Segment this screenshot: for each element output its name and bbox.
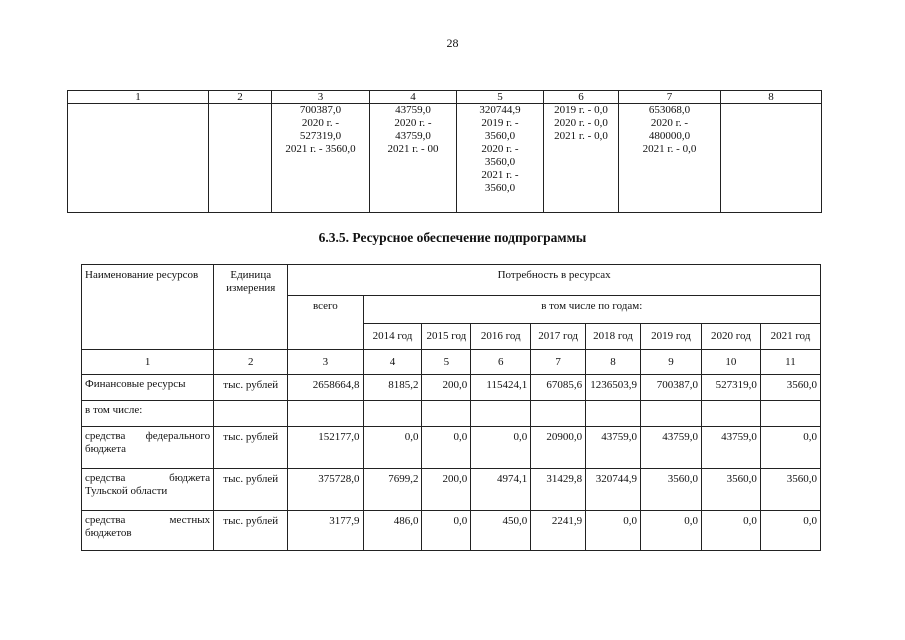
- resource-name-line: средства местных: [85, 514, 211, 526]
- continuation-cell: [457, 104, 544, 213]
- continuation-header-row: [68, 91, 822, 104]
- resource-name: [82, 469, 214, 511]
- resource-name-line: Финансовые ресурсы: [85, 378, 186, 390]
- resource-value: [363, 401, 422, 427]
- resource-value: 43759,0: [701, 427, 760, 469]
- resource-unit: тыс. рублей: [214, 511, 288, 551]
- resource-value: 152177,0: [288, 427, 363, 469]
- continuation-column-number: 5: [457, 91, 544, 104]
- continuation-column-number: 1: [68, 91, 209, 104]
- resource-unit: тыс. рублей: [214, 375, 288, 401]
- resource-name-line: Тульской области: [85, 485, 168, 497]
- header-year: 2017 год: [531, 324, 586, 350]
- continuation-column-number: 8: [721, 91, 822, 104]
- header-year: 2016 год: [471, 324, 531, 350]
- column-number: 4: [363, 350, 422, 375]
- resource-value: 1236503,9: [586, 375, 641, 401]
- page-number: 28: [446, 36, 459, 50]
- resource-row: [82, 427, 821, 469]
- resource-value: 7699,2: [363, 469, 422, 511]
- resource-value: 0,0: [422, 427, 471, 469]
- resource-value: 43759,0: [640, 427, 701, 469]
- resource-value: 375728,0: [288, 469, 363, 511]
- resource-value: 43759,0: [586, 427, 641, 469]
- resource-name: [82, 427, 214, 469]
- column-number: 1: [82, 350, 214, 375]
- continuation-cell-line: 3560,0: [484, 182, 516, 194]
- resource-value: 8185,2: [363, 375, 422, 401]
- continuation-cell-line: 2021 г. - 0,0: [642, 143, 697, 155]
- continuation-table: [67, 90, 822, 213]
- continuation-cell-line: 2020 г. -: [394, 117, 432, 129]
- resource-value: [422, 401, 471, 427]
- column-numbers-row: [82, 350, 821, 375]
- header-total: всего: [288, 296, 363, 350]
- continuation-cell-line: 2021 г. - 00: [387, 143, 439, 155]
- continuation-cell-line: 3560,0: [484, 156, 516, 168]
- column-number: 11: [760, 350, 820, 375]
- resource-value: 20900,0: [531, 427, 586, 469]
- resource-name: [82, 375, 214, 401]
- resource-value: 3560,0: [701, 469, 760, 511]
- continuation-cell: [209, 104, 272, 213]
- resource-value: 0,0: [760, 427, 820, 469]
- continuation-cell-line: 3560,0: [484, 130, 516, 142]
- resource-row: [82, 375, 821, 401]
- resource-value: [531, 401, 586, 427]
- resource-value: 3177,9: [288, 511, 363, 551]
- resource-value: 3560,0: [760, 375, 820, 401]
- resource-header-row-1: [82, 265, 821, 296]
- header-need: Потребность в ресурсах: [288, 265, 821, 296]
- resource-row: [82, 401, 821, 427]
- resource-value: 450,0: [471, 511, 531, 551]
- header-year: 2014 год: [363, 324, 422, 350]
- header-year: 2015 год: [422, 324, 471, 350]
- resource-value: 200,0: [422, 375, 471, 401]
- continuation-cell: [370, 104, 457, 213]
- header-resource-name: Наименование ресурсов: [82, 265, 214, 350]
- resource-value: 700387,0: [640, 375, 701, 401]
- resource-value: 0,0: [363, 427, 422, 469]
- resource-name: [82, 511, 214, 551]
- resource-value: 200,0: [422, 469, 471, 511]
- continuation-cell-line: 320744,9: [479, 104, 521, 116]
- resource-value: 527319,0: [701, 375, 760, 401]
- continuation-cell: [721, 104, 822, 213]
- continuation-cell-line: 2021 г. - 3560,0: [285, 143, 356, 155]
- continuation-cell-line: 2020 г. -: [481, 143, 519, 155]
- resource-value: [640, 401, 701, 427]
- resource-value: 0,0: [471, 427, 531, 469]
- header-year: 2018 год: [586, 324, 641, 350]
- header-year: 2020 год: [701, 324, 760, 350]
- resource-value: 3560,0: [640, 469, 701, 511]
- column-number: 8: [586, 350, 641, 375]
- resource-unit: тыс. рублей: [214, 469, 288, 511]
- column-number: 2: [214, 350, 288, 375]
- column-number: 10: [701, 350, 760, 375]
- resource-row: [82, 511, 821, 551]
- resource-value: [760, 401, 820, 427]
- resource-name-line: средства бюджета: [85, 472, 211, 484]
- resource-value: [288, 401, 363, 427]
- continuation-column-number: 2: [209, 91, 272, 104]
- header-year: 2019 год: [640, 324, 701, 350]
- column-number: 7: [531, 350, 586, 375]
- resource-unit: [214, 401, 288, 427]
- continuation-cell-line: 43759,0: [395, 104, 431, 116]
- column-number: 9: [640, 350, 701, 375]
- continuation-cell: [272, 104, 370, 213]
- continuation-cell-line: 700387,0: [299, 104, 342, 116]
- resource-value: [701, 401, 760, 427]
- resource-unit: тыс. рублей: [214, 427, 288, 469]
- continuation-column-number: 7: [619, 91, 721, 104]
- resource-name-line: средства федерального: [85, 430, 211, 442]
- resource-value: 0,0: [586, 511, 641, 551]
- continuation-cell-line: 480000,0: [648, 130, 691, 142]
- continuation-cell-line: 653068,0: [648, 104, 691, 116]
- continuation-cell-line: 527319,0: [299, 130, 342, 142]
- resource-value: 67085,6: [531, 375, 586, 401]
- resource-value: 0,0: [422, 511, 471, 551]
- continuation-data-row: [68, 104, 822, 213]
- section-heading: 6.3.5. Ресурсное обеспечение подпрограммы: [318, 230, 587, 245]
- continuation-cell-line: 2020 г. -: [650, 117, 689, 129]
- resource-value: 2658664,8: [288, 375, 363, 401]
- continuation-cell-line: 2020 г. -: [301, 117, 340, 129]
- header-unit: Единица измерения: [214, 265, 288, 350]
- resource-value: 0,0: [701, 511, 760, 551]
- continuation-cell: [619, 104, 721, 213]
- continuation-cell-line: 2019 г. - 0,0: [554, 104, 608, 116]
- resource-name-line: в том числе:: [85, 404, 143, 416]
- resource-value: 320744,9: [586, 469, 641, 511]
- continuation-cell: [68, 104, 209, 213]
- continuation-cell-line: 2021 г. - 0,0: [554, 130, 608, 142]
- continuation-column-number: 6: [544, 91, 619, 104]
- resource-value: 2241,9: [531, 511, 586, 551]
- resource-value: 4974,1: [471, 469, 531, 511]
- resource-name: [82, 401, 214, 427]
- column-number: 3: [288, 350, 363, 375]
- continuation-cell-line: 2021 г. -: [481, 169, 519, 181]
- continuation-cell: [544, 104, 619, 213]
- resource-name-line: бюджетов: [85, 527, 132, 539]
- continuation-column-number: 4: [370, 91, 457, 104]
- continuation-cell-line: 43759,0: [395, 130, 431, 142]
- resource-name-line: бюджета: [85, 443, 127, 455]
- continuation-cell-line: 2019 г. -: [481, 117, 519, 129]
- resource-value: [586, 401, 641, 427]
- resource-value: 0,0: [760, 511, 820, 551]
- resource-value: [471, 401, 531, 427]
- resource-table: [81, 264, 821, 551]
- column-number: 6: [471, 350, 531, 375]
- header-by-year: в том числе по годам:: [363, 296, 820, 324]
- resource-row: [82, 469, 821, 511]
- resource-value: 3560,0: [760, 469, 820, 511]
- column-number: 5: [422, 350, 471, 375]
- resource-value: 115424,1: [471, 375, 531, 401]
- resource-value: 0,0: [640, 511, 701, 551]
- resource-value: 31429,8: [531, 469, 586, 511]
- resource-value: 486,0: [363, 511, 422, 551]
- continuation-cell-line: 2020 г. - 0,0: [554, 117, 608, 129]
- header-year: 2021 год: [760, 324, 820, 350]
- continuation-column-number: 3: [272, 91, 370, 104]
